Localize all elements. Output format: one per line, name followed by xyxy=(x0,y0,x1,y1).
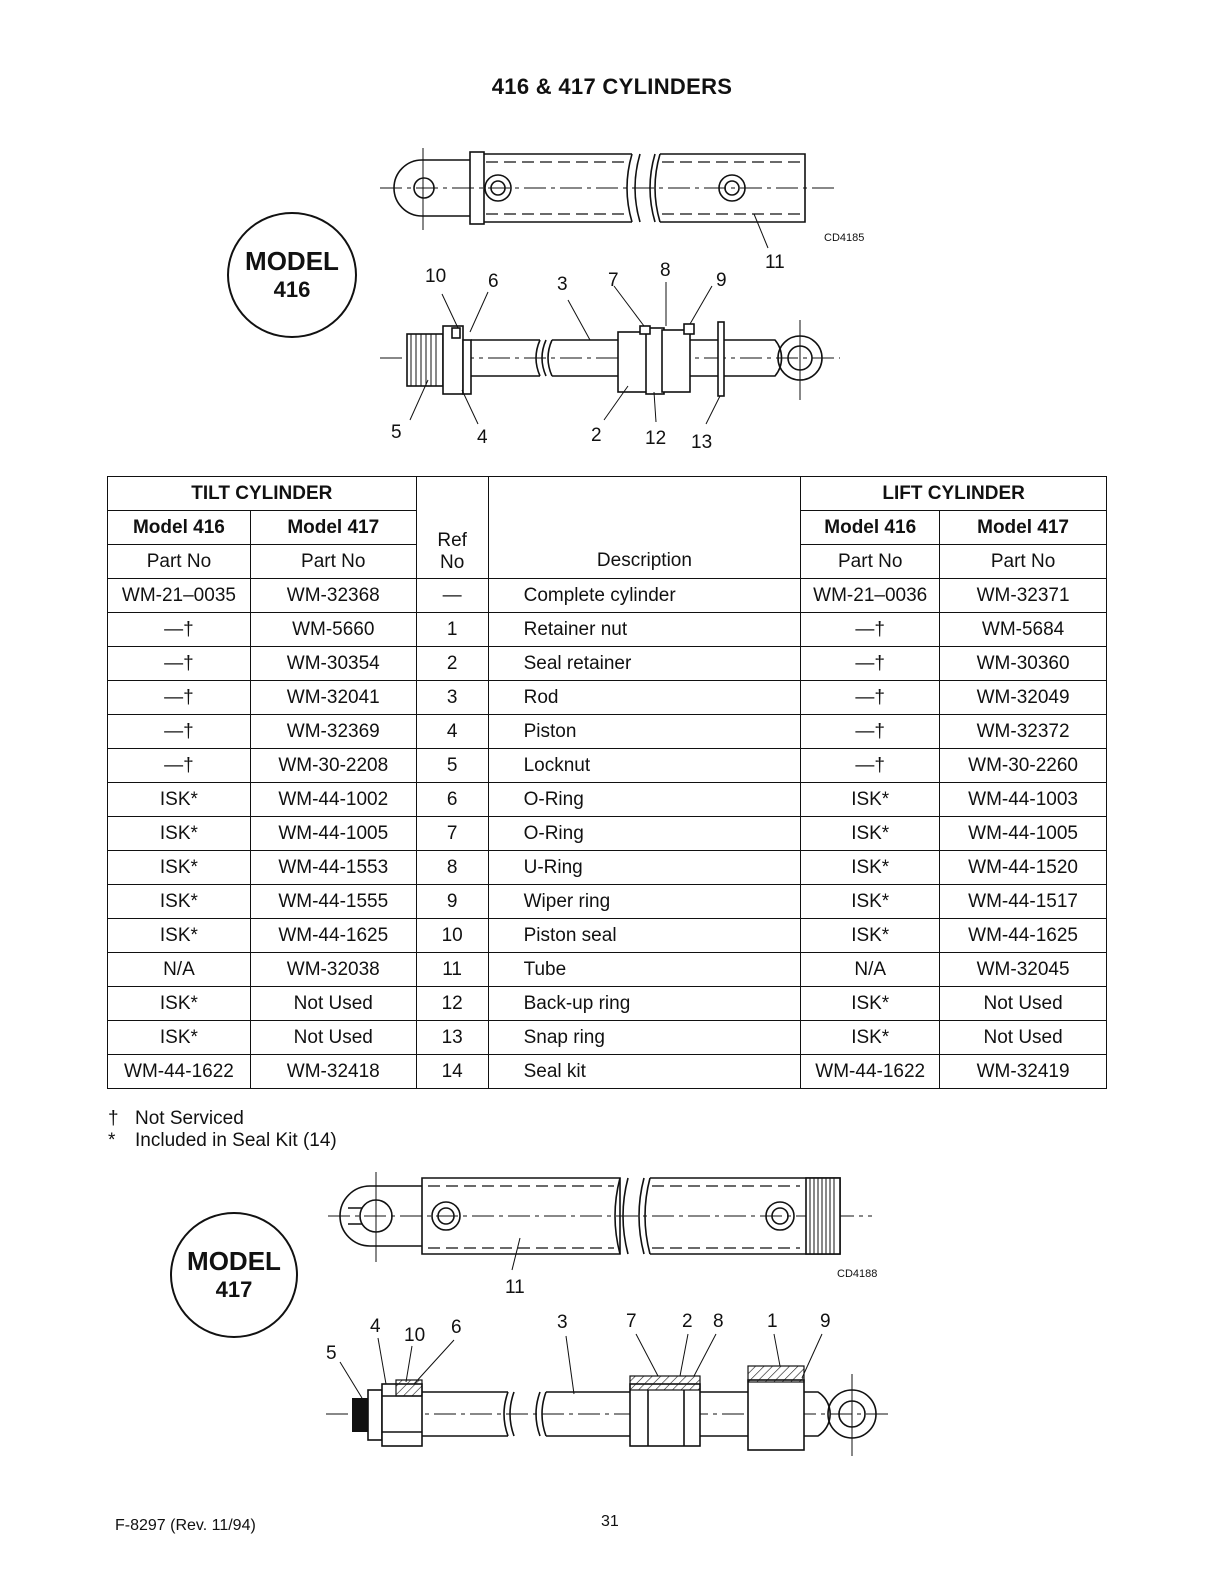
desc-cell: Piston seal xyxy=(488,919,801,953)
lift417-cell: WM-44-1520 xyxy=(940,851,1107,885)
tilt416-cell: ISK* xyxy=(108,817,251,851)
desc-cell: Locknut xyxy=(488,749,801,783)
ref-no-header xyxy=(416,477,488,579)
lift-model416-header: Model 416 xyxy=(801,511,940,545)
lift416-cell: ISK* xyxy=(801,919,940,953)
tilt-model417-header: Model 417 xyxy=(250,511,416,545)
tilt417-cell: Not Used xyxy=(250,1021,416,1055)
lift417-cell: WM-30360 xyxy=(940,647,1107,681)
lift416-cell: ISK* xyxy=(801,851,940,885)
desc-cell: O-Ring xyxy=(488,817,801,851)
callout-417-6: 6 xyxy=(451,1317,462,1338)
lift416-cell: —† xyxy=(801,715,940,749)
lift416-cell: ISK* xyxy=(801,783,940,817)
description-header: Description xyxy=(488,477,801,579)
callout-416-2: 2 xyxy=(591,425,602,446)
table-row xyxy=(108,715,1107,749)
tilt416-cell: WM-44-1622 xyxy=(108,1055,251,1089)
diagram-code-bottom: CD4188 xyxy=(837,1268,878,1280)
table-row xyxy=(108,1021,1107,1055)
callout-416-7: 7 xyxy=(608,270,619,291)
desc-cell: Seal retainer xyxy=(488,647,801,681)
table-row xyxy=(108,817,1107,851)
tilt416-cell: ISK* xyxy=(108,1021,251,1055)
tilt417-cell: WM-44-1002 xyxy=(250,783,416,817)
tilt416-cell: ISK* xyxy=(108,851,251,885)
tilt416-cell: —† xyxy=(108,647,251,681)
callout-417-10: 10 xyxy=(404,1325,426,1346)
tilt416-cell: —† xyxy=(108,715,251,749)
lift417-cell: WM-5684 xyxy=(940,613,1107,647)
callout-416-4: 4 xyxy=(477,427,488,448)
ref-cell: 12 xyxy=(416,987,488,1021)
tilt-cylinder-header: TILT CYLINDER xyxy=(108,477,417,511)
ref-cell: 6 xyxy=(416,783,488,817)
parts-table xyxy=(107,476,1107,1089)
lift-417-partno-header: Part No xyxy=(940,545,1107,579)
ref-cell: 4 xyxy=(416,715,488,749)
ref-cell: 11 xyxy=(416,953,488,987)
desc-cell: Back-up ring xyxy=(488,987,801,1021)
desc-cell: Retainer nut xyxy=(488,613,801,647)
lift416-cell: —† xyxy=(801,613,940,647)
ref-cell: 1 xyxy=(416,613,488,647)
lift416-cell: ISK* xyxy=(801,817,940,851)
tilt416-cell: ISK* xyxy=(108,919,251,953)
tilt416-cell: —† xyxy=(108,681,251,715)
callout-416-6: 6 xyxy=(488,271,499,292)
note-not-serviced xyxy=(108,1108,244,1130)
lift-cylinder-header: LIFT CYLINDER xyxy=(801,477,1107,511)
callout-417-1: 1 xyxy=(767,1311,778,1332)
callout-416-3: 3 xyxy=(557,274,568,295)
callout-417-3: 3 xyxy=(557,1312,568,1333)
callout-417-11: 11 xyxy=(505,1277,525,1298)
table-row xyxy=(108,987,1107,1021)
ref-cell: 9 xyxy=(416,885,488,919)
page-title: 416 & 417 CYLINDERS xyxy=(491,74,733,99)
dagger-symbol: † xyxy=(108,1108,119,1129)
desc-cell: O-Ring xyxy=(488,783,801,817)
note-text: Included in Seal Kit (14) xyxy=(135,1130,337,1151)
desc-cell: Complete cylinder xyxy=(488,579,801,613)
lift416-cell: WM-21–0036 xyxy=(801,579,940,613)
tilt417-cell: WM-44-1553 xyxy=(250,851,416,885)
tilt417-cell: WM-32038 xyxy=(250,953,416,987)
doc-number: F-8297 (Rev. 11/94) xyxy=(115,1517,256,1534)
callout-417-5: 5 xyxy=(326,1343,337,1364)
lift416-cell: ISK* xyxy=(801,1021,940,1055)
table-row xyxy=(108,613,1107,647)
badge-line1: MODEL xyxy=(187,1246,281,1277)
table-row xyxy=(108,783,1107,817)
callout-416-12: 12 xyxy=(645,428,667,449)
table-row xyxy=(108,1055,1107,1089)
desc-cell: Rod xyxy=(488,681,801,715)
ref-cell: 3 xyxy=(416,681,488,715)
callout-417-4: 4 xyxy=(370,1316,381,1337)
lift417-cell: WM-32419 xyxy=(940,1055,1107,1089)
tilt416-cell: ISK* xyxy=(108,783,251,817)
lift416-cell: —† xyxy=(801,749,940,783)
lift417-cell: WM-32049 xyxy=(940,681,1107,715)
lift416-cell: N/A xyxy=(801,953,940,987)
tilt417-cell: WM-44-1625 xyxy=(250,919,416,953)
desc-cell: Wiper ring xyxy=(488,885,801,919)
lift416-cell: ISK* xyxy=(801,885,940,919)
ref-cell: 14 xyxy=(416,1055,488,1089)
table-row xyxy=(108,851,1107,885)
lift417-cell: Not Used xyxy=(940,987,1107,1021)
desc-cell: Snap ring xyxy=(488,1021,801,1055)
ref-cell: 5 xyxy=(416,749,488,783)
table-row xyxy=(108,749,1107,783)
tilt416-cell: —† xyxy=(108,613,251,647)
lift416-cell: ISK* xyxy=(801,987,940,1021)
desc-cell: U-Ring xyxy=(488,851,801,885)
callout-417-7: 7 xyxy=(626,1311,637,1332)
lift417-cell: WM-30-2260 xyxy=(940,749,1107,783)
diagram-code-top: CD4185 xyxy=(824,232,865,244)
callout-416-9: 9 xyxy=(716,270,727,291)
tilt417-cell: WM-44-1005 xyxy=(250,817,416,851)
ref-header-line1: Ref xyxy=(437,530,467,552)
lift417-cell: WM-44-1003 xyxy=(940,783,1107,817)
tilt417-cell: WM-32041 xyxy=(250,681,416,715)
desc-cell: Seal kit xyxy=(488,1055,801,1089)
note-text: Not Serviced xyxy=(135,1108,244,1129)
lift-model417-header: Model 417 xyxy=(940,511,1107,545)
tilt-416-partno-header: Part No xyxy=(108,545,251,579)
page-number: 31 xyxy=(601,1513,619,1530)
lift417-cell: WM-32371 xyxy=(940,579,1107,613)
callout-417-8: 8 xyxy=(713,1311,724,1332)
table-row xyxy=(108,953,1107,987)
table-row xyxy=(108,885,1107,919)
table-row xyxy=(108,919,1107,953)
callout-416-11: 11 xyxy=(765,252,785,273)
parts-table-body xyxy=(108,579,1107,1089)
callout-416-10: 10 xyxy=(425,266,447,287)
tilt417-cell: Not Used xyxy=(250,987,416,1021)
tilt-model416-header: Model 416 xyxy=(108,511,251,545)
callout-417-9: 9 xyxy=(820,1311,831,1332)
table-row xyxy=(108,647,1107,681)
lift417-cell: WM-44-1625 xyxy=(940,919,1107,953)
lift417-cell: WM-44-1517 xyxy=(940,885,1107,919)
tilt416-cell: N/A xyxy=(108,953,251,987)
callout-416-8: 8 xyxy=(660,260,671,281)
callout-416-5: 5 xyxy=(391,422,402,443)
ref-cell: 2 xyxy=(416,647,488,681)
lift416-cell: —† xyxy=(801,647,940,681)
callout-417-2: 2 xyxy=(682,1311,693,1332)
table-row xyxy=(108,579,1107,613)
lift417-cell: WM-32045 xyxy=(940,953,1107,987)
tilt417-cell: WM-32368 xyxy=(250,579,416,613)
tilt417-cell: WM-32369 xyxy=(250,715,416,749)
tilt417-cell: WM-5660 xyxy=(250,613,416,647)
lift-416-partno-header: Part No xyxy=(801,545,940,579)
lift417-cell: WM-44-1005 xyxy=(940,817,1107,851)
tilt416-cell: ISK* xyxy=(108,885,251,919)
tilt416-cell: ISK* xyxy=(108,987,251,1021)
note-seal-kit xyxy=(108,1130,337,1152)
model-417-badge xyxy=(170,1212,298,1338)
tilt417-cell: WM-32418 xyxy=(250,1055,416,1089)
desc-cell: Piston xyxy=(488,715,801,749)
ref-header-line2: No xyxy=(439,552,465,574)
tilt416-cell: WM-21–0035 xyxy=(108,579,251,613)
ref-cell: 8 xyxy=(416,851,488,885)
tilt417-cell: WM-30354 xyxy=(250,647,416,681)
ref-cell: 13 xyxy=(416,1021,488,1055)
lift416-cell: WM-44-1622 xyxy=(801,1055,940,1089)
ref-cell: 10 xyxy=(416,919,488,953)
tilt417-cell: WM-44-1555 xyxy=(250,885,416,919)
asterisk-symbol: * xyxy=(108,1130,116,1151)
table-row xyxy=(108,681,1107,715)
callout-416-13: 13 xyxy=(691,432,713,453)
tilt416-cell: —† xyxy=(108,749,251,783)
ref-cell: — xyxy=(416,579,488,613)
lift416-cell: —† xyxy=(801,681,940,715)
desc-cell: Tube xyxy=(488,953,801,987)
tilt-417-partno-header: Part No xyxy=(250,545,416,579)
lift417-cell: WM-32372 xyxy=(940,715,1107,749)
lift417-cell: Not Used xyxy=(940,1021,1107,1055)
badge-line2: 416 xyxy=(273,277,311,303)
ref-cell: 7 xyxy=(416,817,488,851)
badge-line2: 417 xyxy=(215,1277,253,1303)
badge-line1: MODEL xyxy=(245,246,339,277)
tilt417-cell: WM-30-2208 xyxy=(250,749,416,783)
